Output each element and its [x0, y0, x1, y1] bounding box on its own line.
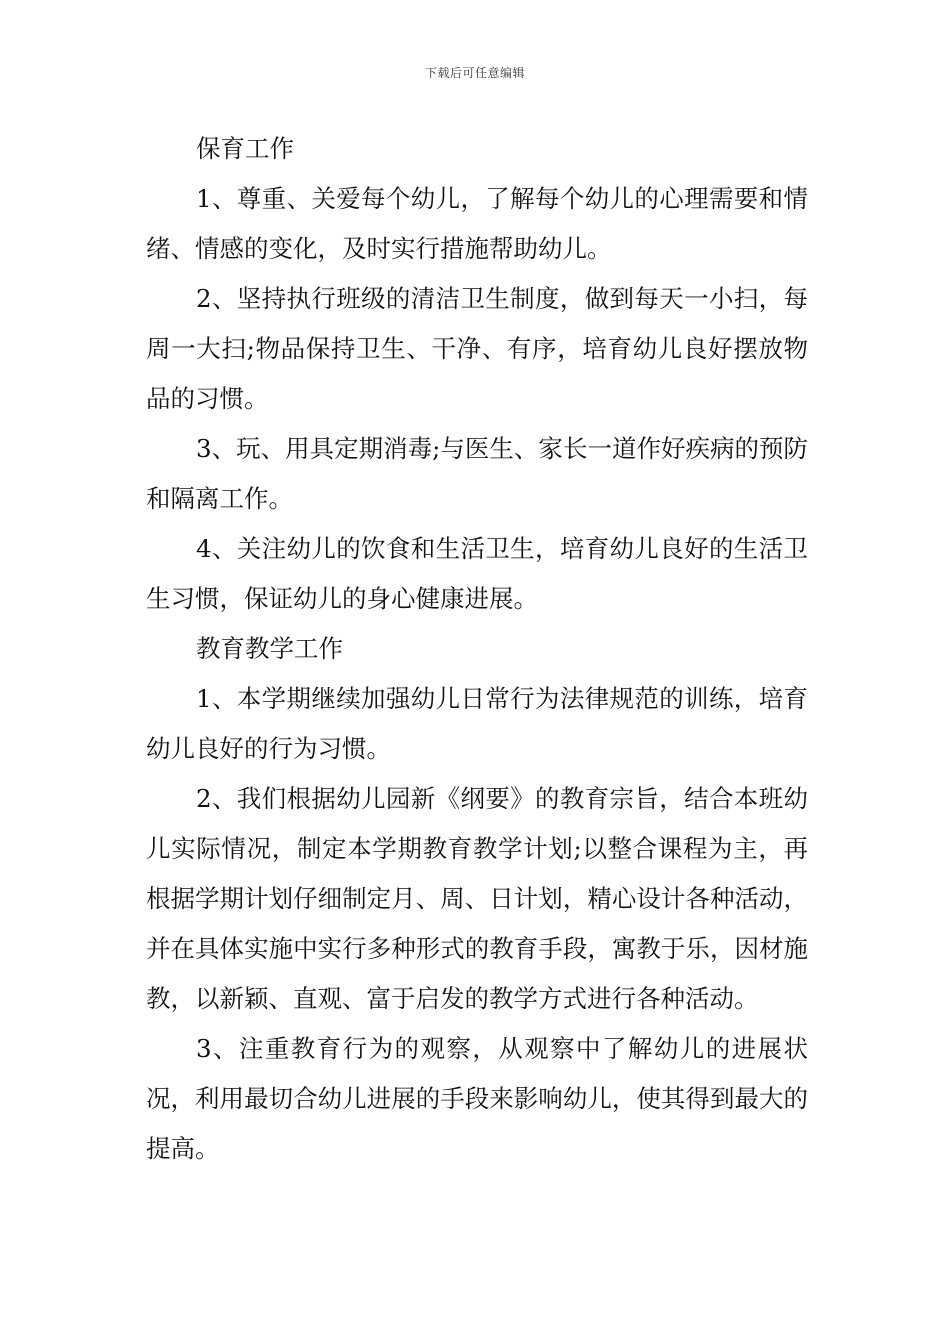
- paragraph-teaching-2: 2、我们根据幼儿园新《纲要》的教育宗旨，结合本班幼儿实际情况，制定本学期教育教学计划;以整合课程为主，再根据学期计划仔细制定月、周、日计划，精心设计各种活动，并在具体实施中实行多种形式的教育手段，寓教于乐，因材施教，以新颖、直观、富于启发的教学方式进行各种活动。: [146, 784, 808, 1013]
- paragraph-care-3: 3、玩、用具定期消毒;与医生、家长一道作好疾病的预防和隔离工作。: [146, 434, 808, 513]
- document-body: [146, 124, 808, 1174]
- page-header-note: 下载后可任意编辑: [424, 66, 525, 80]
- paragraph-teaching-3: 3、注重教育行为的观察，从观察中了解幼儿的进展状况，利用最切合幼儿进展的手段来影响幼儿，使其得到最大的提高。: [146, 1034, 808, 1163]
- paragraph-teaching-1: 1、本学期继续加强幼儿日常行为法律规范的训练，培育幼儿良好的行为习惯。: [146, 684, 808, 763]
- section-heading-care: 保育工作: [196, 134, 294, 163]
- section-heading-teaching: 教育教学工作: [196, 634, 343, 663]
- paragraph-care-4: 4、关注幼儿的饮食和生活卫生，培育幼儿良好的生活卫生习惯，保证幼儿的身心健康进展。: [146, 534, 808, 613]
- paragraph-care-1: 1、尊重、关爱每个幼儿，了解每个幼儿的心理需要和情绪、情感的变化，及时实行措施帮助幼儿。: [146, 184, 808, 263]
- paragraph-care-2: 2、坚持执行班级的清洁卫生制度，做到每天一小扫，每周一大扫;物品保持卫生、干净、有序，培育幼儿良好摆放物品的习惯。: [146, 284, 808, 413]
